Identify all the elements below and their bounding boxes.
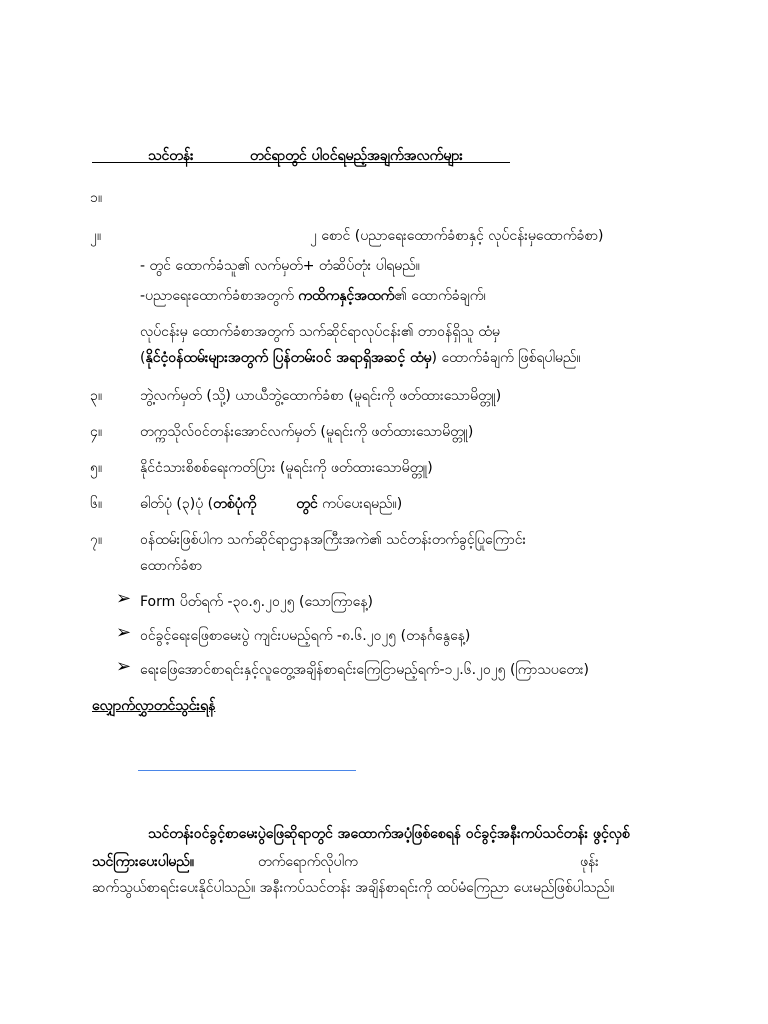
- closing-line-3: ဆက်သွယ်စာရင်းပေးနိုင်ပါသည်။ အနီးကပ်သင်တန်း အချိန်စာရင်းကို ထပ်မံကြေညာ ပေးမည်ဖြစ်ပါသည်။: [92, 880, 615, 896]
- item-7-text-2: ထောက်ခံစာ: [140, 558, 203, 574]
- item-2-sub-4-open: (: [140, 350, 146, 366]
- item-2-sub-4-bold: နိုင်ငံ့ဝန်ထမ်းများအတွက် ပြန်တမ်းဝင် အရာရှိအဆင့် ထံမှ: [145, 350, 432, 366]
- item-6-line: [140, 494, 402, 515]
- item-6-after: ကပ်ပေးရမည်။): [317, 496, 403, 512]
- bullet-item-1: Form ပိတ်ရက် -၃၀.၅.၂၀၂၅ (သောကြာနေ့): [140, 594, 373, 610]
- bullet-item-2: ဝင်ခွင့်ရေးဖြေစာမေးပွဲ ကျင်းပမည့်ရက် -၈.၆.၂၀၂၅ (တနင်္ဂနွေနေ့): [140, 628, 471, 644]
- heading-part-2: တင်ရာတွင် ပါဝင်ရမည့်အချက်အလက်များ: [250, 148, 463, 164]
- item-5-text: နိုင်ငံသားစိစစ်ရေးကတ်ပြား (မူရင်းကို ဖတ်ထားသောမိတ္တူ): [140, 460, 433, 476]
- item-2-sub-1: - တွင် ထောက်ခံသူ၏ လက်မှတ်+ တံဆိပ်တုံး ပါရမည်။: [140, 258, 420, 274]
- application-link[interactable]: [138, 770, 356, 771]
- item-number-3: ၃။: [90, 388, 103, 404]
- closing-line-2-phone: ဖုန်း: [580, 854, 599, 870]
- item-2-text: ၂ စောင် (ပညာရေးထောက်ခံစာနှင့် လုပ်ငန်းမှထောက်ခံစာ): [310, 228, 604, 244]
- item-6-bold: တစ်ပုံကို: [213, 496, 257, 512]
- item-2-sub-4: [140, 348, 581, 369]
- item-2-sub-2-bold: ကထိကနှင့်အထက်: [298, 288, 395, 304]
- arrow-bullet-icon: ➢: [116, 588, 132, 609]
- item-2-sub-2-after: ၏ ထောက်ခံချက်၊: [394, 288, 486, 304]
- item-2-sub-2: [140, 286, 486, 307]
- arrow-bullet-icon: ➢: [116, 656, 132, 677]
- closing-line-2-bold: သင်ကြားပေးပါမည်။: [92, 854, 194, 870]
- closing-line-1: သင်တန်းဝင်ခွင့်စာမေးပွဲဖြေဆိုရာတွင် အထောက်အပံ့ဖြစ်စေရန် ဝင်ခွင့်အနီးကပ်သင်တန်း ဖွင့်လှစ်: [148, 826, 630, 842]
- item-2-sub-4-after: ) ထောက်ခံချက် ဖြစ်ရပါမည်။: [431, 350, 581, 366]
- item-7-text: ဝန်ထမ်းဖြစ်ပါက သက်ဆိုင်ရာဌာနအကြီးအကဲ၏ သင်တန်းတက်ခွင့်ပြုကြောင်း: [140, 532, 527, 548]
- closing-line-2-mid: တက်ရောက်လိုပါက: [258, 854, 358, 870]
- item-number-1: ၁။: [90, 190, 103, 206]
- item-2-sub-3: လုပ်ငန်းမှ ထောက်ခံစာအတွက် သက်ဆိုင်ရာလုပ်ငန်း၏ တာဝန်ရှိသူ ထံမှ: [140, 324, 500, 340]
- item-2-sub-2-text: -ပညာရေးထောက်ခံစာအတွက်: [140, 288, 299, 304]
- item-number-2: ၂။: [90, 228, 102, 244]
- item-number-7: ၇။: [90, 532, 103, 548]
- apply-heading: လျှောက်လွှာတင်သွင်းရန်: [92, 698, 216, 714]
- heading-part-1: သင်တန်း: [148, 148, 194, 164]
- bullet-item-3: ရေးဖြေအောင်စာရင်းနှင့်လူတွေ့အချိန်စာရင်းကြေငြာမည့်ရက်-၁၂.၆.၂၀၂၅ (ကြာသပတေး): [140, 662, 590, 678]
- item-6-text: ဓါတ်ပုံ (၃)ပုံ (: [140, 496, 214, 512]
- item-number-5: ၅။: [90, 460, 103, 476]
- item-number-6: ၆။: [90, 496, 103, 512]
- item-6-bold-2: တွင်: [296, 496, 318, 512]
- item-4-text: တက္ကသိုလ်ဝင်တန်းအောင်လက်မှတ် (မူရင်းကို ဖတ်ထားသောမိတ္တူ): [140, 424, 474, 440]
- item-3-text: ဘွဲ့လက်မှတ် (သို့) ယာယီဘွဲ့ထောက်ခံစာ (မူရင်းကို ဖတ်ထားသောမိတ္တူ): [140, 388, 502, 404]
- arrow-bullet-icon: ➢: [116, 622, 132, 643]
- item-number-4: ၄။: [90, 424, 103, 440]
